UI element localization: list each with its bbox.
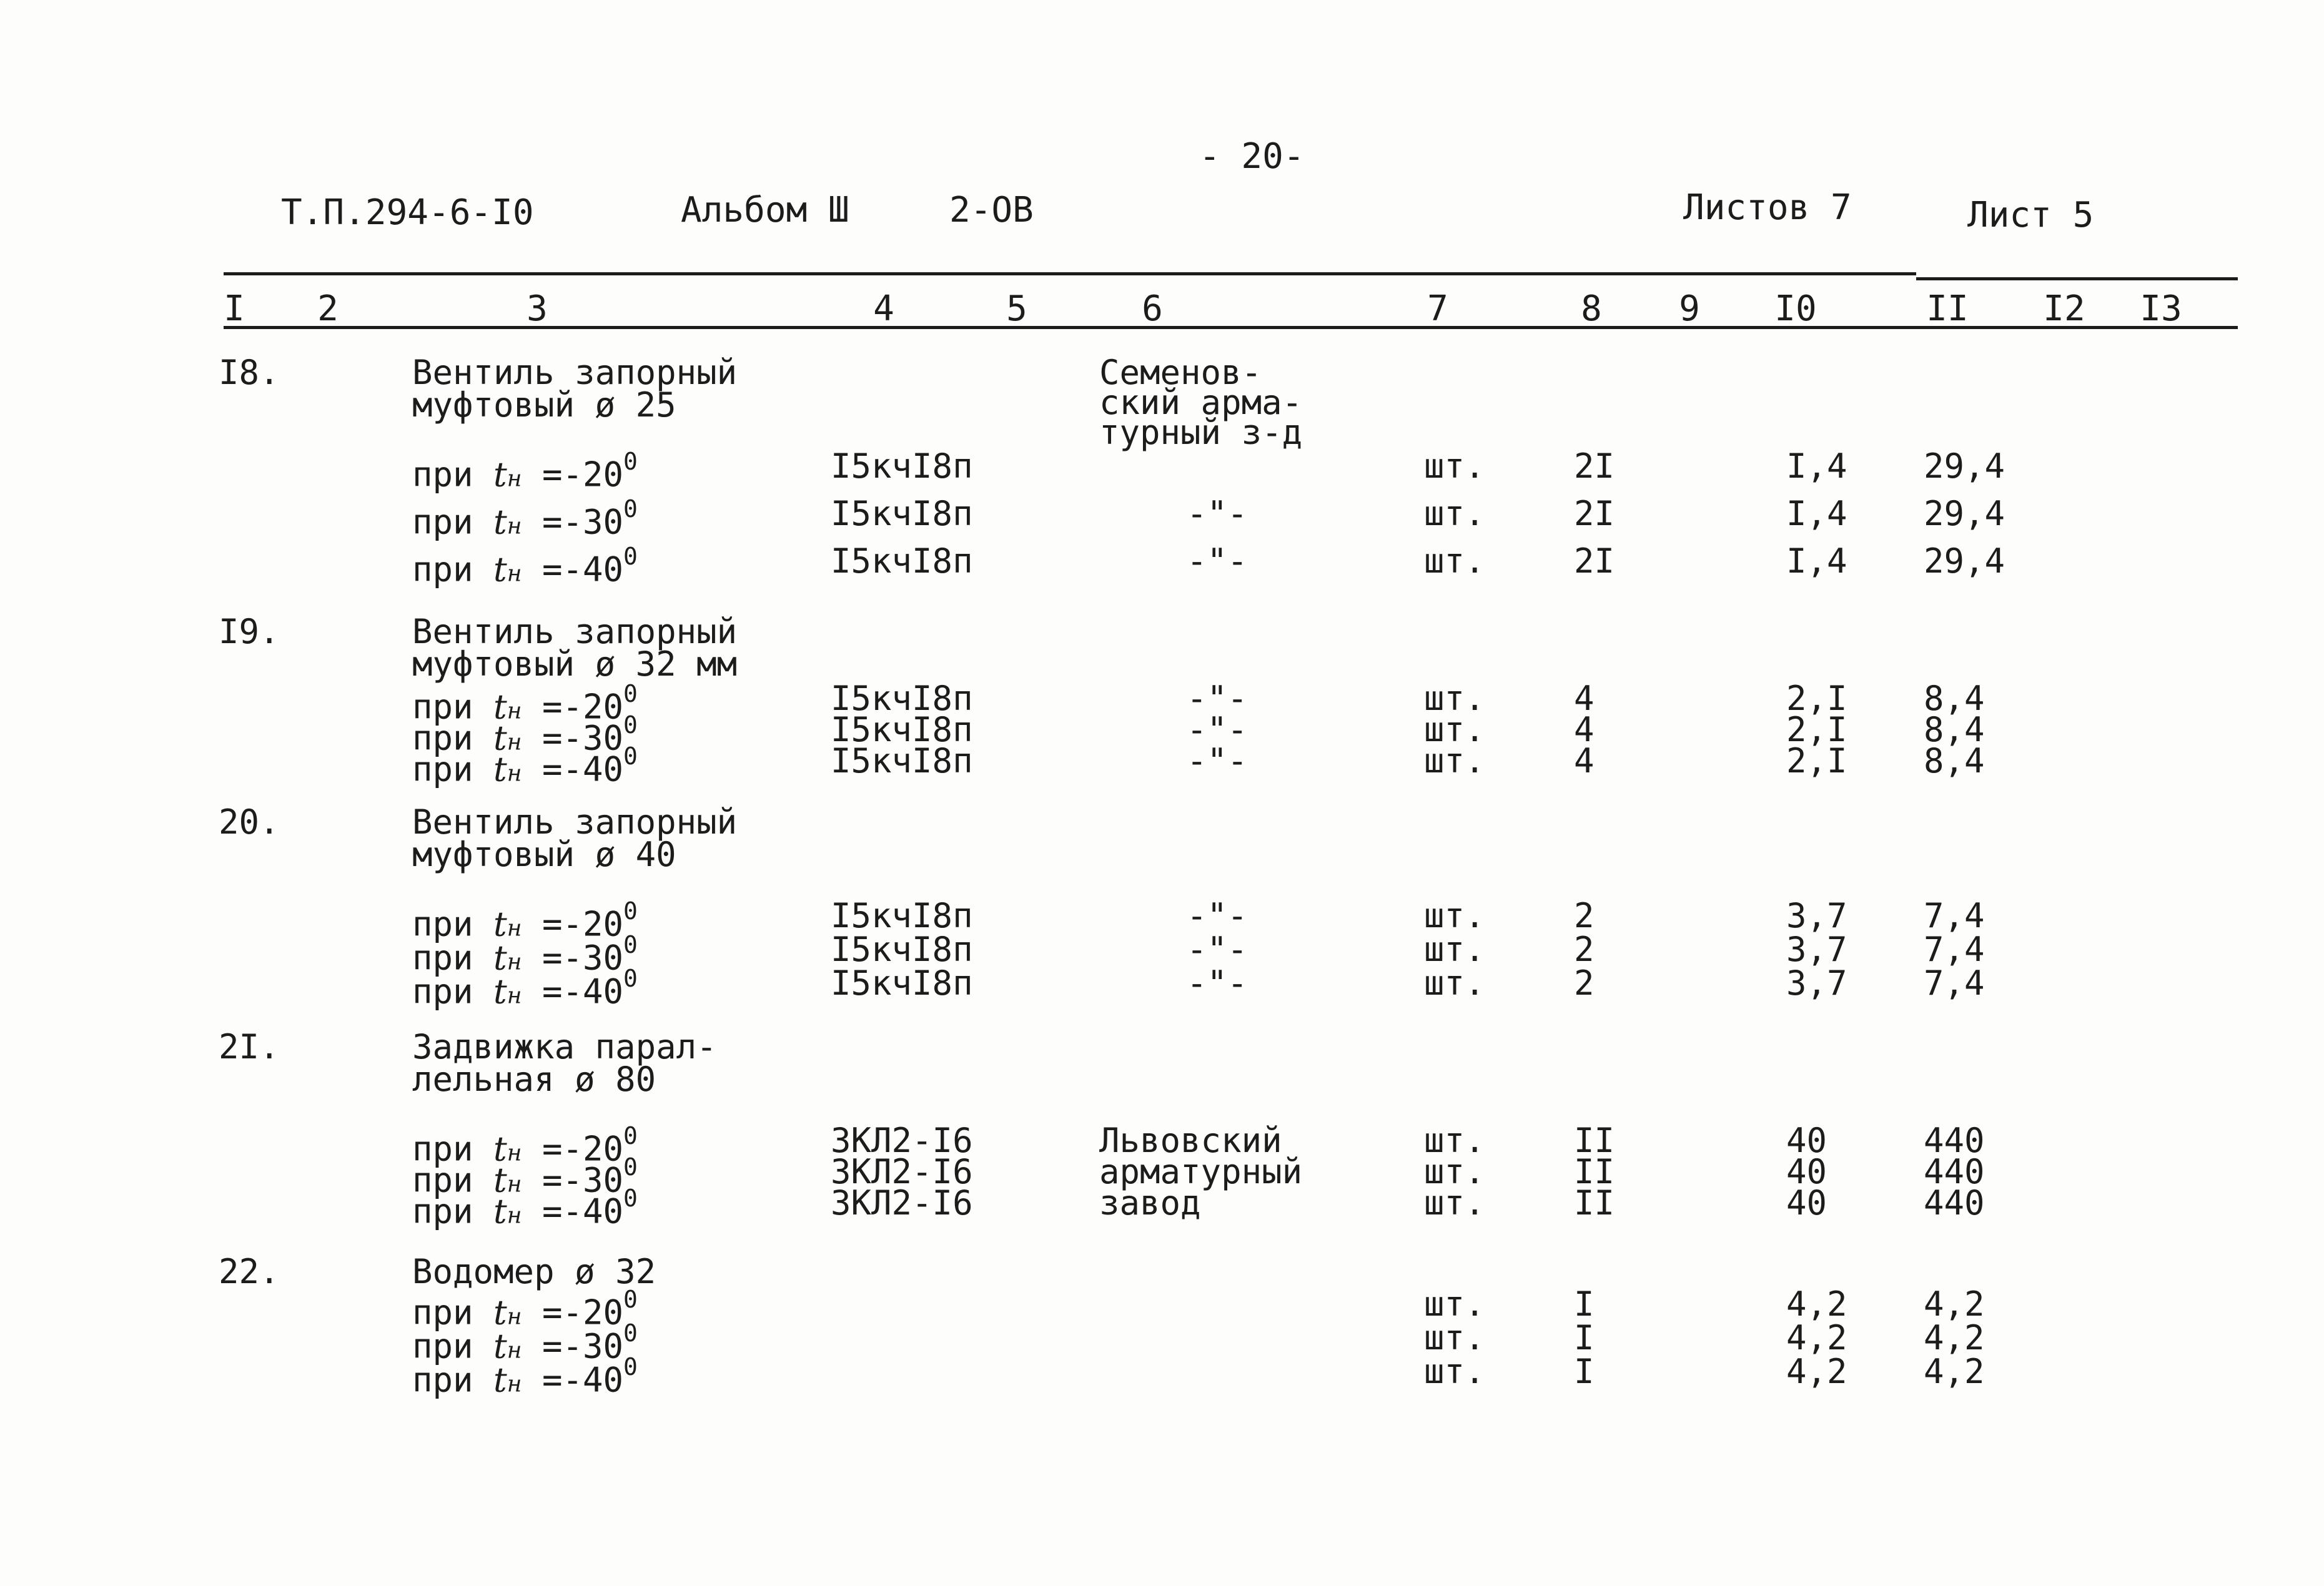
unit-price: 2,I [1786,741,1847,781]
sheet-number: Лист 5 [1967,195,2094,235]
manufacturer-line: Семенов- [1099,353,1262,392]
quantity: 2I [1574,494,1615,533]
degree-mark: 0 [623,965,638,992]
temperature-subscript: н [507,1337,522,1364]
quantity: 4 [1574,679,1595,718]
manufacturer: Львовский [1099,1121,1282,1160]
temperature-value: =-40 [522,1191,624,1231]
unit-price: 4,2 [1786,1318,1847,1357]
unit: шт. [1424,1152,1485,1191]
degree-mark: 0 [623,543,638,570]
row-number: 22. [219,1252,280,1291]
total-sum: 8,4 [1924,679,1985,718]
condition-prefix: при [412,938,494,978]
condition-prefix: при [412,718,494,758]
condition-prefix: при [412,1191,494,1231]
unit-price: 4,2 [1786,1284,1847,1324]
temperature-subscript: н [507,1304,522,1330]
temperature-value: =-30 [522,502,624,542]
temperature-subscript: н [507,1203,522,1229]
total-sum: 29,4 [1924,446,2005,486]
condition-prefix: при [412,455,494,495]
unit: шт. [1424,1121,1485,1160]
manufacturer: -"- [1187,541,1248,581]
temperature-subscript: н [507,698,522,724]
unit-price: I,4 [1786,446,1847,486]
row-number: 2I. [219,1027,280,1066]
temperature-symbol: t [493,1360,507,1400]
unit: шт. [1424,679,1485,718]
temperature-value: =-20 [522,687,624,727]
item-name-line: Задвижка парал- [412,1027,717,1066]
unit: шт. [1424,896,1485,935]
column-number: 4 [873,288,894,329]
temperature-symbol: t [493,455,507,495]
temperature-subscript: н [507,949,522,975]
column-number: 2 [317,288,339,329]
unit: шт. [1424,1284,1485,1324]
total-sum: 4,2 [1924,1284,1985,1324]
unit: шт. [1424,710,1485,749]
column-number: 9 [1679,288,1700,329]
temperature-subscript: н [507,761,522,787]
degree-mark: 0 [623,711,638,739]
total-sum: 8,4 [1924,710,1985,749]
temperature-condition [412,965,638,1012]
temperature-subscript: н [507,729,522,756]
item-name-line: муфтовый ø 40 [412,835,676,874]
temperature-symbol: t [493,549,507,589]
quantity: 2I [1574,446,1615,486]
temperature-condition [412,1353,638,1400]
temperature-condition [412,495,638,542]
total-sum: 29,4 [1924,494,2005,533]
quantity: II [1574,1152,1615,1191]
total-sum: 4,2 [1924,1318,1985,1357]
valve-mark: I5кчI8п [831,679,973,718]
degree-mark: 0 [623,897,638,925]
header-rule-top-left [224,272,1916,275]
total-sum: 8,4 [1924,741,1985,781]
temperature-value: =-40 [522,1360,624,1400]
quantity: 4 [1574,710,1595,749]
quantity: I [1574,1284,1595,1324]
condition-prefix: при [412,1293,494,1332]
manufacturer: -"- [1187,963,1248,1003]
page-number: - 20- [1199,136,1305,177]
total-sum: 4,2 [1924,1352,1985,1391]
row-number: I8. [219,353,280,392]
row-number: 20. [219,802,280,842]
valve-mark: I5кчI8п [831,541,973,581]
temperature-value: =-20 [522,1129,624,1169]
column-number: II [1926,288,1969,329]
unit-price: 3,7 [1786,930,1847,969]
section-label: 2-ОВ [949,190,1034,230]
temperature-symbol: t [493,1160,507,1200]
valve-mark: I5кчI8п [831,741,973,781]
quantity: I [1574,1352,1595,1391]
item-name-line: лельная ø 80 [412,1060,656,1099]
column-number: 6 [1142,288,1163,329]
item-name-line: Вентиль запорный [412,802,738,842]
valve-mark: I5кчI8п [831,930,973,969]
temperature-value: =-40 [522,749,624,789]
temperature-value: =-30 [522,1326,624,1366]
manufacturer: -"- [1187,896,1248,935]
unit: шт. [1424,1352,1485,1391]
temperature-subscript: н [507,466,522,492]
valve-mark: I5кчI8п [831,710,973,749]
temperature-condition [412,448,638,495]
unit: шт. [1424,1183,1485,1223]
temperature-subscript: н [507,1371,522,1397]
quantity: 4 [1574,741,1595,781]
temperature-symbol: t [493,1326,507,1366]
unit-price: 40 [1786,1152,1827,1191]
condition-prefix: при [412,1360,494,1400]
temperature-subscript: н [507,915,522,942]
unit-price: 40 [1786,1121,1827,1160]
total-sum: 7,4 [1924,930,1985,969]
unit: шт. [1424,446,1485,486]
unit-price: 4,2 [1786,1352,1847,1391]
temperature-condition [412,744,638,787]
degree-mark: 0 [623,931,638,958]
manufacturer: -"- [1187,930,1248,969]
unit: шт. [1424,1318,1485,1357]
temperature-subscript: н [507,1171,522,1198]
quantity: 2 [1574,963,1595,1003]
temperature-value: =-20 [522,1293,624,1332]
temperature-subscript: н [507,983,522,1009]
temperature-symbol: t [493,718,507,758]
quantity: 2 [1574,896,1595,935]
condition-prefix: при [412,1326,494,1366]
column-number: 7 [1427,288,1448,329]
condition-prefix: при [412,502,494,542]
degree-mark: 0 [623,1185,638,1212]
item-name-line: Вентиль запорный [412,612,738,651]
condition-prefix: при [412,749,494,789]
condition-prefix: при [412,549,494,589]
unit: шт. [1424,963,1485,1003]
temperature-symbol: t [493,502,507,542]
temperature-symbol: t [493,687,507,727]
quantity: 2I [1574,541,1615,581]
column-number: 5 [1006,288,1027,329]
header-rule-top-right [1916,277,2238,280]
condition-prefix: при [412,904,494,944]
manufacturer: завод [1099,1183,1201,1223]
unit: шт. [1424,930,1485,969]
sheets-total: Листов 7 [1683,187,1852,228]
unit-price: 2,I [1786,710,1847,749]
total-sum: 440 [1924,1152,1985,1191]
row-number: I9. [219,612,280,651]
temperature-value: =-40 [522,972,624,1012]
unit: шт. [1424,541,1485,581]
degree-mark: 0 [623,1153,638,1181]
valve-mark: I5кчI8п [831,446,973,486]
item-name-line: муфтовый ø 32 мм [412,644,738,684]
temperature-value: =-30 [522,1160,624,1200]
unit-price: I,4 [1786,494,1847,533]
column-number: 8 [1581,288,1602,329]
temperature-value: =-30 [522,718,624,758]
temperature-subscript: н [507,1140,522,1166]
column-number: I2 [2043,288,2085,329]
quantity: II [1574,1183,1615,1223]
manufacturer-line: ский арма- [1099,383,1303,422]
unit-price: I,4 [1786,541,1847,581]
condition-prefix: при [412,1160,494,1200]
item-name-line: муфтовый ø 25 [412,385,676,425]
degree-mark: 0 [623,1122,638,1150]
unit-price: 2,I [1786,679,1847,718]
album-label: Альбом Ш [681,190,849,230]
total-sum: 7,4 [1924,896,1985,935]
item-name-line: Водомер ø 32 [412,1252,656,1291]
temperature-subscript: н [507,561,522,587]
valve-mark: 3КЛ2-I6 [831,1121,973,1160]
manufacturer-line: турный з-д [1099,413,1303,452]
document-code: Т.П.294-6-I0 [281,192,534,233]
manufacturer: -"- [1187,710,1248,749]
degree-mark: 0 [623,680,638,707]
valve-mark: I5кчI8п [831,494,973,533]
degree-mark: 0 [623,495,638,523]
unit-price: 3,7 [1786,896,1847,935]
total-sum: 440 [1924,1121,1985,1160]
temperature-condition [412,544,638,587]
valve-mark: 3КЛ2-I6 [831,1152,973,1191]
temperature-condition [412,1186,638,1229]
quantity: II [1574,1121,1615,1160]
temperature-value: =-40 [522,549,624,589]
manufacturer: арматурный [1099,1152,1303,1191]
valve-mark: I5кчI8п [831,963,973,1003]
condition-prefix: при [412,972,494,1012]
quantity: 2 [1574,930,1595,969]
valve-mark: I5кчI8п [831,896,973,935]
temperature-value: =-20 [522,455,624,495]
unit: шт. [1424,494,1485,533]
temperature-subscript: н [507,513,522,539]
temperature-symbol: t [493,972,507,1012]
degree-mark: 0 [623,1319,638,1347]
degree-mark: 0 [623,448,638,475]
unit-price: 3,7 [1786,963,1847,1003]
valve-mark: 3КЛ2-I6 [831,1183,973,1223]
unit-price: 40 [1786,1183,1827,1223]
condition-prefix: при [412,1129,494,1169]
temperature-value: =-20 [522,904,624,944]
temperature-symbol: t [493,1293,507,1332]
manufacturer: -"- [1187,679,1248,718]
total-sum: 7,4 [1924,963,1985,1003]
temperature-symbol: t [493,938,507,978]
column-number: I3 [2140,288,2182,329]
column-number: 3 [527,288,548,329]
temperature-value: =-30 [522,938,624,978]
quantity: I [1574,1318,1595,1357]
total-sum: 29,4 [1924,541,2005,581]
temperature-symbol: t [493,1191,507,1231]
degree-mark: 0 [623,1286,638,1313]
column-number: I0 [1774,288,1817,329]
item-name-line: Вентиль запорный [412,353,738,392]
degree-mark: 0 [623,742,638,770]
column-number: I [224,288,245,329]
total-sum: 440 [1924,1183,1985,1223]
temperature-symbol: t [493,904,507,944]
condition-prefix: при [412,687,494,727]
manufacturer: -"- [1187,494,1248,533]
degree-mark: 0 [623,1353,638,1381]
unit: шт. [1424,741,1485,781]
temperature-symbol: t [493,1129,507,1169]
manufacturer: -"- [1187,741,1248,781]
temperature-symbol: t [493,749,507,789]
